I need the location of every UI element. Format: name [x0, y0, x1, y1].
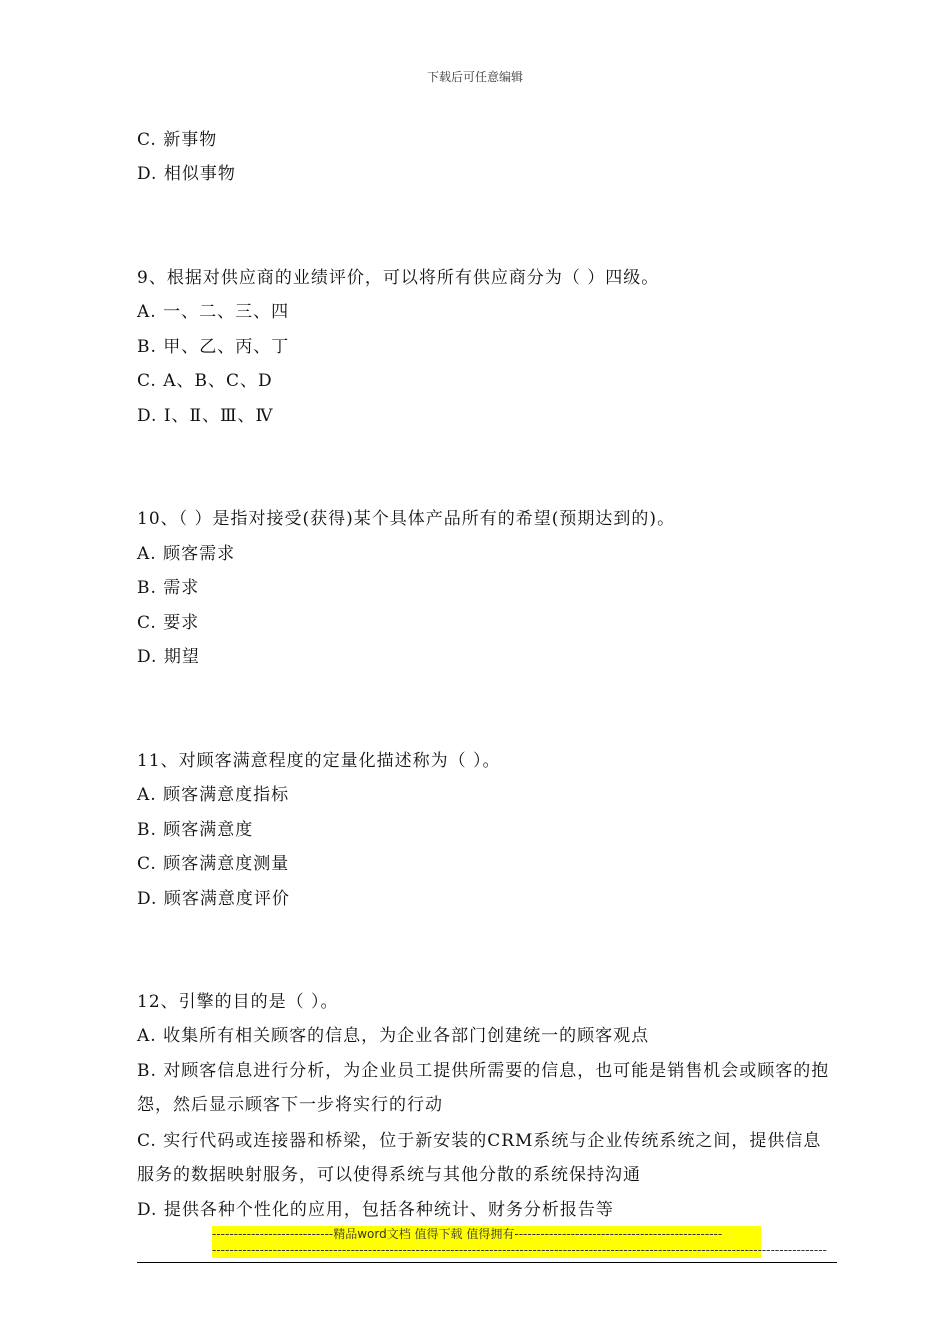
q9-option-a: A. 一、二、三、四 [137, 302, 290, 322]
q10-option-b: B. 需求 [137, 578, 200, 598]
q11-option-c: C. 顾客满意度测量 [137, 854, 290, 874]
q12-option-a: A. 收集所有相关顾客的信息，为企业各部门创建统一的顾客观点 [137, 1026, 650, 1046]
q11-option-b: B. 顾客满意度 [137, 820, 254, 840]
q9-option-d: D. Ⅰ、Ⅱ、Ⅲ、Ⅳ [137, 406, 274, 426]
q8-option-c: C. 新事物 [137, 130, 218, 150]
q12-option-c: C. 实行代码或连接器和桥梁，位于新安装的CRM系统与企业传统系统之间，提供信息服务的数据映射服务，可以使得系统与其他分散的系统保持沟通 [137, 1131, 822, 1185]
q8-option-d: D. 相似事物 [137, 164, 236, 184]
q12-stem: 12、引擎的目的是（ ）。 [137, 992, 339, 1012]
q10-option-c: C. 要求 [137, 613, 200, 633]
footer-banner-line-1: ----------------------------精品word文档 值得下载 值得拥有------------------------------------------------ [212, 1227, 723, 1241]
footer-banner [212, 1226, 827, 1258]
q9-option-c: C. A、B、C、D [137, 371, 273, 391]
q10-option-a: A. 顾客需求 [137, 544, 236, 564]
q11-stem: 11、对顾客满意程度的定量化描述称为（ ）。 [137, 751, 501, 771]
footer-divider [137, 1262, 837, 1263]
q10-stem: 10、（ ）是指对接受(获得)某个具体产品所有的希望(预期达到的)。 [137, 509, 676, 529]
q10-option-d: D. 期望 [137, 647, 200, 667]
page-header: 下载后可任意编辑 [426, 70, 523, 84]
q9-stem: 9、根据对供应商的业绩评价，可以将所有供应商分为（ ）四级。 [137, 268, 660, 288]
q11-option-d: D. 顾客满意度评价 [137, 889, 290, 909]
q12-option-b: B. 对顾客信息进行分析，为企业员工提供所需要的信息，也可能是销售机会或顾客的抱怨，然后显示顾客下一步将实行的行动 [137, 1061, 830, 1115]
q12-option-d: D. 提供各种个性化的应用，包括各种统计、财务分析报告等 [137, 1200, 614, 1220]
q11-option-a: A. 顾客满意度指标 [137, 785, 290, 805]
footer-banner-line-2: ---------------------------------------------------------------------------------------------------------------------------------------------- [212, 1243, 827, 1257]
q9-option-b: B. 甲、乙、丙、丁 [137, 337, 290, 357]
